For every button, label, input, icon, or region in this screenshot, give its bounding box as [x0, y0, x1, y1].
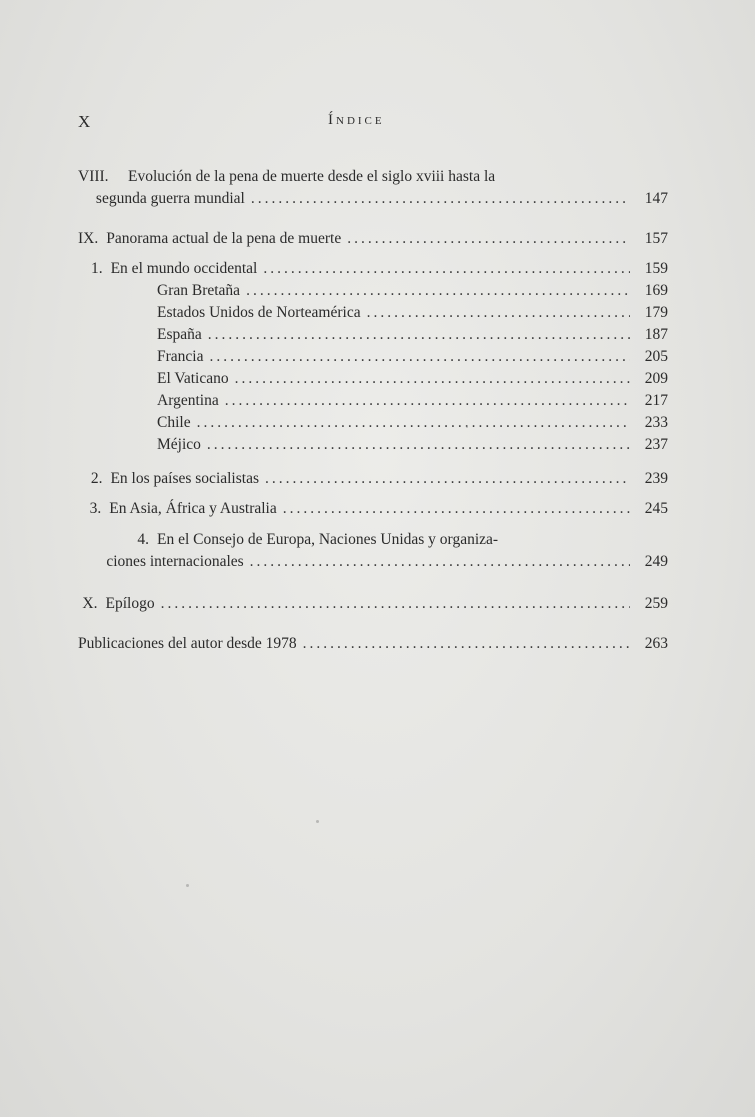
scan-speck	[316, 820, 319, 823]
page-ref: 217	[644, 392, 668, 409]
list-item	[157, 434, 668, 456]
toc-entry-viii	[78, 166, 668, 210]
list-item	[157, 280, 668, 302]
country-name: Francia	[157, 348, 204, 365]
chapter-number: X.	[82, 595, 98, 612]
page-ref: 263	[644, 635, 668, 652]
country-name: España	[157, 326, 202, 343]
leader-dots	[251, 188, 630, 210]
page-ref: 179	[644, 304, 668, 321]
leader-dots	[209, 346, 630, 368]
leader-dots	[265, 468, 630, 490]
country-name: Argentina	[157, 392, 219, 409]
running-title: Índice	[328, 112, 385, 128]
list-item	[157, 368, 668, 390]
page-ref: 239	[644, 470, 668, 487]
leader-dots	[283, 498, 630, 520]
leader-dots	[235, 368, 630, 390]
page-ref: 159	[644, 260, 668, 277]
leader-dots	[225, 390, 630, 412]
leader-dots	[197, 412, 630, 434]
page-number: X	[78, 112, 92, 131]
page-ref: 187	[644, 326, 668, 343]
leader-dots	[367, 302, 630, 324]
chapter-title: Panorama actual de la pena de muerte	[106, 230, 342, 247]
country-list	[157, 280, 668, 456]
toc-entry-ix-3	[78, 498, 668, 520]
section-number: 4.	[137, 531, 149, 548]
page-ref: 209	[644, 370, 668, 387]
toc-entry-x	[78, 593, 668, 615]
page-ref: 157	[644, 230, 668, 247]
list-item	[157, 346, 668, 368]
page-ref: 147	[644, 190, 668, 207]
list-item	[157, 412, 668, 434]
leader-dots	[303, 633, 630, 655]
section-title: En el mundo occidental	[110, 260, 258, 277]
chapter-title-line1: Evolución de la pena de muerte desde el siglo xviii hasta la	[128, 168, 496, 185]
page-ref: 237	[644, 436, 668, 453]
section-title: En Asia, África y Australia	[109, 500, 277, 517]
page-header	[0, 112, 755, 136]
scan-speck	[186, 884, 189, 887]
section-number: 3.	[89, 500, 102, 517]
leader-dots	[207, 434, 630, 456]
list-item	[157, 390, 668, 412]
chapter-title-line2: segunda guerra mundial	[95, 190, 245, 207]
page-ref: 249	[644, 553, 668, 570]
toc-entry-ix-4	[78, 529, 668, 573]
section-title-line1: En el Consejo de Europa, Naciones Unidas y organiza-	[157, 531, 499, 548]
leader-dots	[250, 551, 630, 573]
page-ref: 259	[644, 595, 668, 612]
page-ref: 233	[644, 414, 668, 431]
page-ref: 245	[644, 500, 668, 517]
toc-entry-ix-2	[78, 468, 668, 490]
leader-dots	[246, 280, 630, 302]
scan-speck	[466, 426, 468, 428]
toc-entry-ix	[78, 228, 668, 250]
chapter-title: Epílogo	[105, 595, 155, 612]
leader-dots	[263, 258, 630, 280]
list-item	[157, 324, 668, 346]
page-ref: 205	[644, 348, 668, 365]
list-item	[157, 302, 668, 324]
country-name: Chile	[157, 414, 191, 431]
section-number: 1.	[90, 260, 103, 277]
toc-entry-ix-1	[78, 258, 668, 280]
leader-dots	[208, 324, 630, 346]
chapter-number: VIII.	[78, 168, 109, 185]
chapter-number: IX.	[78, 230, 99, 247]
section-number: 2.	[90, 470, 103, 487]
country-name: El Vaticano	[157, 370, 229, 387]
country-name: Gran Bretaña	[157, 282, 241, 299]
toc-entry-publications	[78, 633, 668, 655]
country-name: Méjico	[157, 436, 201, 453]
page-ref: 169	[644, 282, 668, 299]
leader-dots	[161, 593, 630, 615]
section-title-line2: ciones internacionales	[106, 553, 244, 570]
country-name: Estados Unidos de Norteamérica	[157, 304, 361, 321]
section-title: En los países socialistas	[110, 470, 259, 487]
leader-dots	[347, 228, 630, 250]
entry-title: Publicaciones del autor desde 1978	[78, 635, 297, 652]
